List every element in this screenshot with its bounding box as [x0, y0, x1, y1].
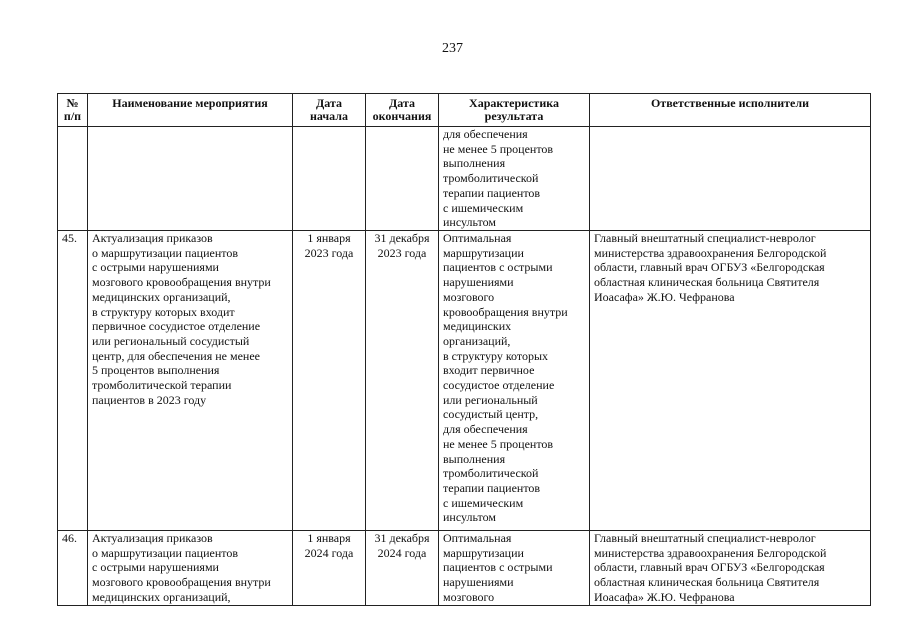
header-name: Наименование мероприятия — [88, 94, 293, 127]
header-responsible: Ответственные исполнители — [590, 94, 871, 127]
table-header-row — [58, 94, 871, 127]
header-end-date: Дата окончания — [366, 94, 439, 127]
row-responsible-cell: Главный внештатный специалист-невролог министерства здравоохранения Белгородской области, главный врач ОГБУЗ «Белгородская областная клиническая больница Святителя Иоасафа» Ж.Ю. Чефранова — [590, 231, 871, 531]
row-end-cell: 31 декабря 2023 года — [366, 231, 439, 531]
table-row — [58, 531, 871, 606]
table-row — [58, 231, 871, 531]
header-start-date: Дата начала — [293, 94, 366, 127]
header-num: № п/п — [58, 94, 88, 127]
row-responsible-cell: Главный внештатный специалист-невролог министерства здравоохранения Белгородской области, главный врач ОГБУЗ «Белгородская областная клиническая больница Святителя Иоасафа» Ж.Ю. Чефранова — [590, 531, 871, 606]
row-name-cell: Актуализация приказов о маршрутизации пациентов с острыми нарушениями мозгового кровообращения внутри медицинских организаций, в структуру которых входит первичное сосудистое отделение или региональный сосудистый центр, для обеспечения не менее 5 процентов выполнения тромболитической терапии пациентов в 2023 году — [88, 231, 293, 531]
row-num-cell: 46. — [58, 531, 88, 606]
measures-table — [57, 93, 871, 606]
row-result-cell: Оптимальная маршрутизации пациентов с острыми нарушениями мозгового кровообращения внутри медицинских организаций, в структуру которых входит первичное сосудистое отделение или региональный сосудистый центр, для обеспечения не менее 5 процентов выполнения тромболитической терапии пациентов с ишемическим инсультом — [439, 231, 590, 531]
row-name-cell: Актуализация приказов о маршрутизации пациентов с острыми нарушениями мозгового кровообращения внутри медицинских организаций, — [88, 531, 293, 606]
row-start-cell — [293, 127, 366, 231]
page-number: 237 — [442, 41, 463, 56]
row-num-cell: 45. — [58, 231, 88, 531]
table-row — [58, 127, 871, 231]
row-responsible-cell — [590, 127, 871, 231]
row-start-cell: 1 января 2024 года — [293, 531, 366, 606]
header-result: Характеристика результата — [439, 94, 590, 127]
row-end-cell: 31 декабря 2024 года — [366, 531, 439, 606]
row-result-cell: Оптимальная маршрутизации пациентов с острыми нарушениями мозгового — [439, 531, 590, 606]
row-result-cell: для обеспечения не менее 5 процентов выполнения тромболитической терапии пациентов с ишемическим инсультом — [439, 127, 590, 231]
row-end-cell — [366, 127, 439, 231]
row-num-cell — [58, 127, 88, 231]
row-name-cell — [88, 127, 293, 231]
row-start-cell: 1 января 2023 года — [293, 231, 366, 531]
